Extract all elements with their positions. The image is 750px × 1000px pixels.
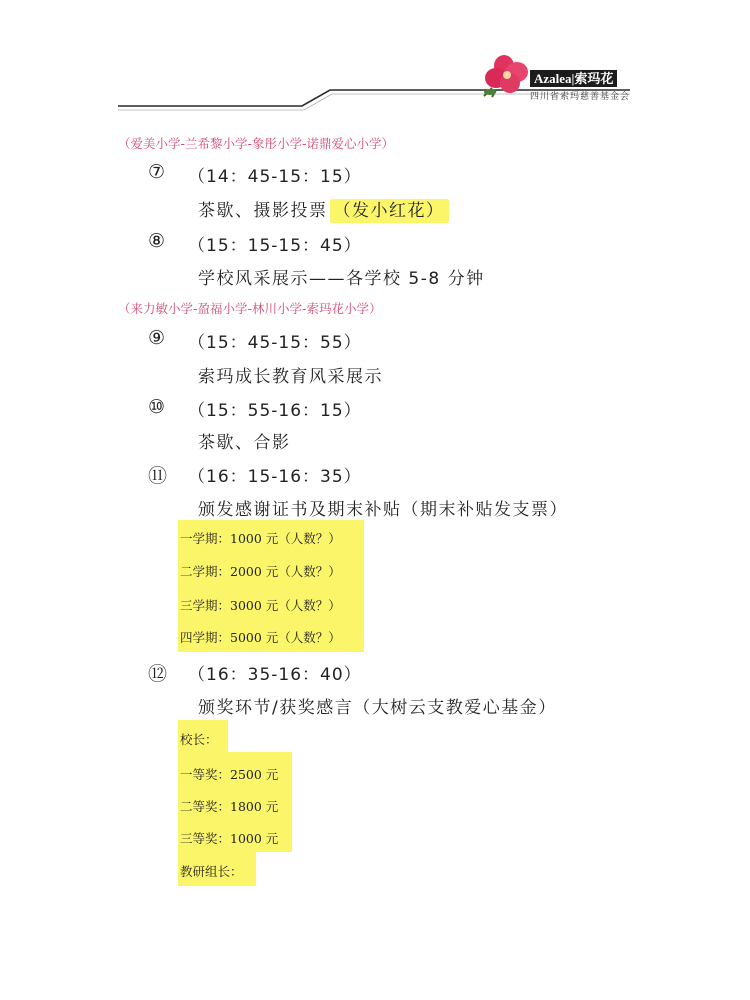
item-number: ⑦	[148, 161, 166, 183]
item-time: （15：55-16：15）	[188, 401, 362, 421]
item-number: ⑨	[148, 327, 166, 349]
item-number: ⑧	[148, 230, 166, 252]
item-number: ⑩	[148, 396, 166, 418]
item-text: 茶歇、摄影投票	[198, 201, 328, 221]
item-time: （16：15-16：35）	[188, 467, 362, 487]
prize-line: 三等奖：1000 元	[180, 831, 279, 846]
subsidy-line: 四学期：5000 元（人数？）	[180, 630, 341, 645]
school-group-note: （来力敏小学-盈福小学-林川小学-索玛花小学）	[118, 301, 382, 316]
item-description: 索玛成长教育风采展示	[198, 367, 383, 387]
award-highlight	[178, 720, 228, 752]
azalea-flower-icon	[482, 52, 534, 98]
item-description: 茶歇、合影	[198, 433, 291, 453]
subsidy-line: 二学期：2000 元（人数？）	[180, 564, 341, 579]
item-time: （16：35-16：40）	[188, 665, 362, 685]
item-number: ⑫	[148, 663, 168, 685]
highlighted-note: （发小红花）	[330, 199, 449, 223]
item-time: （15：15-15：45）	[188, 236, 362, 256]
logo-wordmark: Azalea|索玛花	[530, 70, 617, 87]
item-description: 学校风采展示——各学校 5-8 分钟	[198, 269, 485, 289]
header-rule	[0, 0, 750, 130]
item-time: （15：45-15：55）	[188, 333, 362, 353]
subsidy-highlight-block	[178, 520, 364, 652]
item-number: ⑪	[148, 465, 168, 487]
award-highlight	[178, 752, 292, 852]
subsidy-line: 一学期：1000 元（人数？）	[180, 531, 341, 546]
item-time: （14：45-15：15）	[188, 167, 362, 187]
item-description	[198, 196, 449, 221]
prize-line: 二等奖：1800 元	[180, 799, 279, 814]
award-highlight	[178, 852, 256, 886]
principal-label: 校长：	[180, 732, 218, 747]
subsidy-line: 三学期：3000 元（人数？）	[180, 598, 341, 613]
logo-subtitle: 四川省索玛慈善基金会	[530, 92, 631, 102]
research-lead-label: 教研组长：	[180, 864, 243, 879]
prize-line: 一等奖：2500 元	[180, 767, 279, 782]
item-description: 颁奖环节/获奖感言（大树云支教爱心基金）	[198, 698, 557, 718]
school-group-note: （爱美小学-兰希黎小学-象彤小学-诺鼎爱心小学）	[118, 136, 395, 151]
item-description: 颁发感谢证书及期末补贴（期末补贴发支票）	[198, 500, 568, 520]
